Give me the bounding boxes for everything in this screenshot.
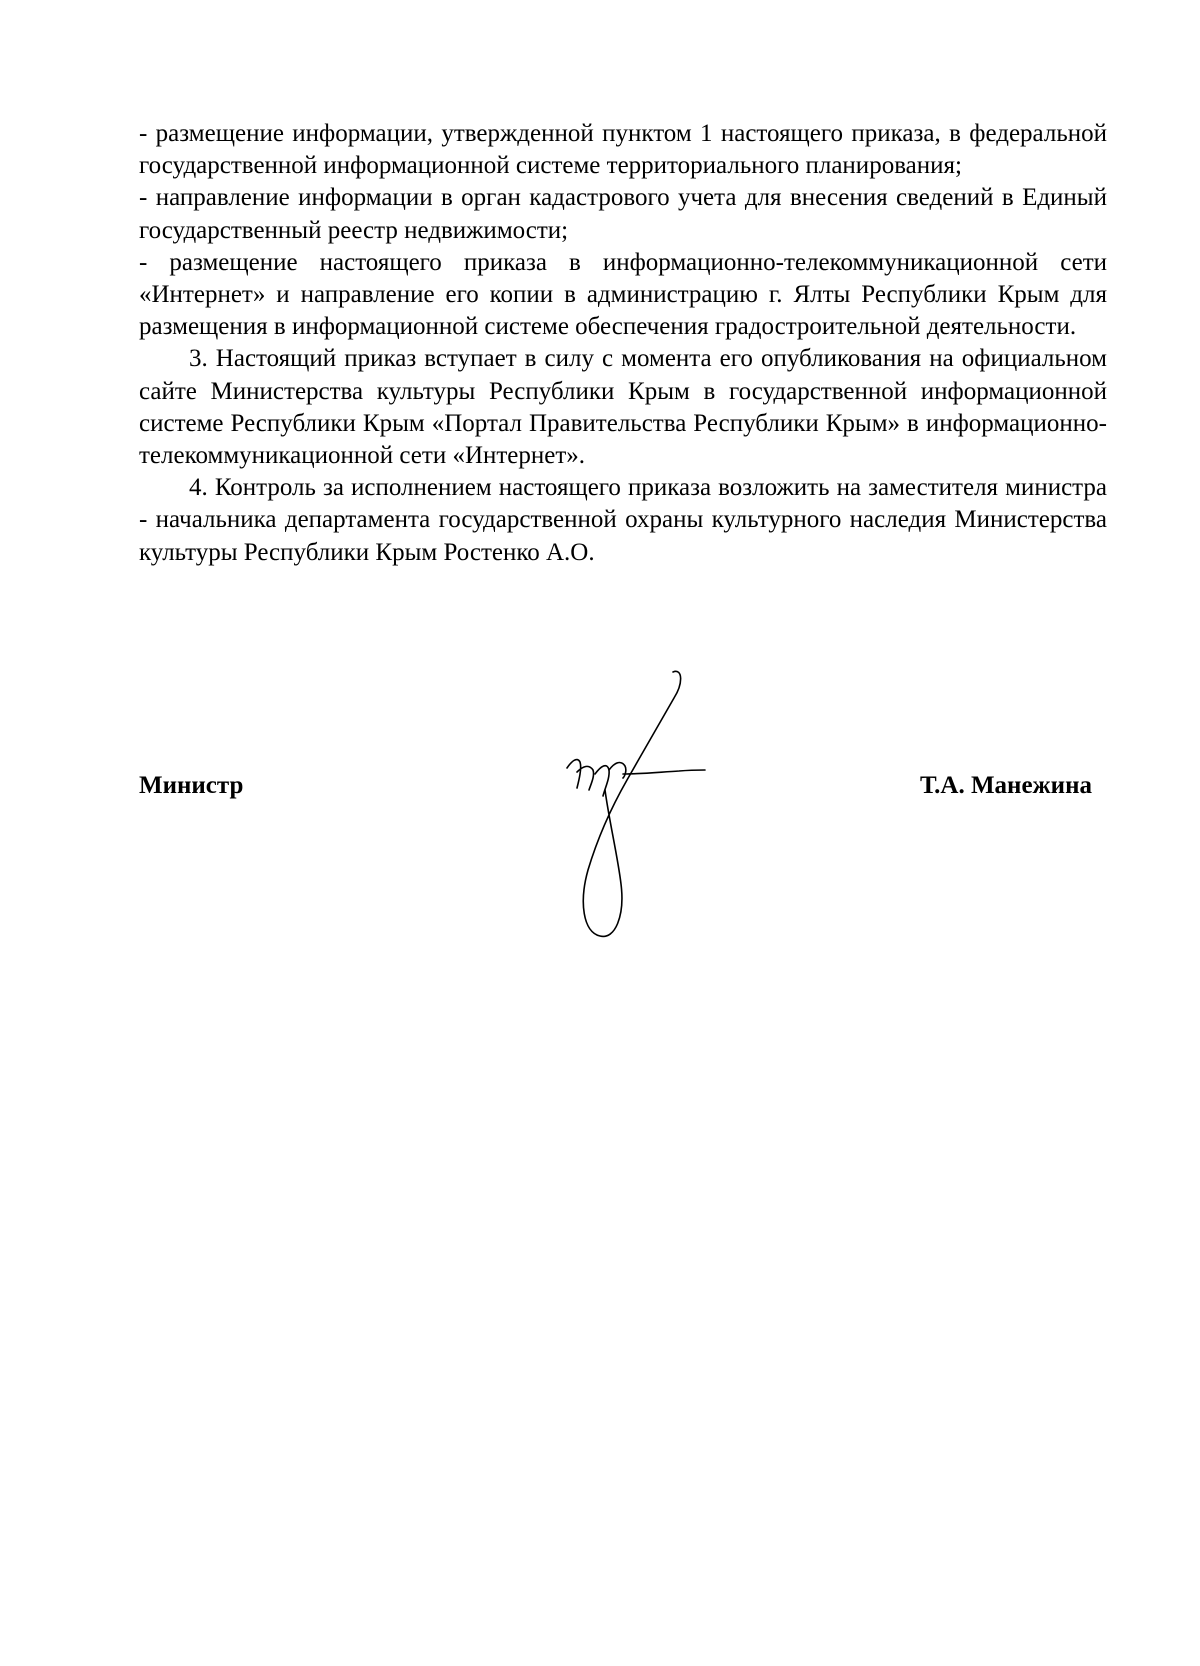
paragraph-bullet-egrn: - направление информации в орган кадастрового учета для внесения сведений в Единый государственный реестр недвижимости; [139, 184, 1107, 244]
signatory-name: Т.А. Манежина [919, 772, 1092, 799]
paragraph-bullet-ftp: - размещение информации, утвержденной пунктом 1 настоящего приказа, в федеральной государственной информационной системе территориального планирования; [139, 120, 1107, 180]
paragraph-bullet-internet: - размещение настоящего приказа в информационно-телекоммуникационной сети «Интернет» и направление его копии в администрацию г. Ялты Республики Крым для размещения в информационной системе обеспечения градостроительной деятельности. [139, 248, 1107, 341]
document-body [139, 118, 1107, 569]
signatory-position: Министр [139, 772, 244, 799]
paragraph-item-3: 3. Настоящий приказ вступает в силу с момента его опубликования на официальном сайте Министерства культуры Республики Крым в государственной информационной системе Республики Крым «Портал Правительства Республики Крым» в информационно-телекоммуникационной сети «Интернет». [139, 345, 1107, 470]
handwritten-signature [555, 670, 735, 940]
paragraph-item-4: 4. Контроль за исполнением настоящего приказа возложить на заместителя министра - начальника департамента государственной охраны культурного наследия Министерства культуры Республики Крым Ростенко А.О. [139, 474, 1107, 566]
